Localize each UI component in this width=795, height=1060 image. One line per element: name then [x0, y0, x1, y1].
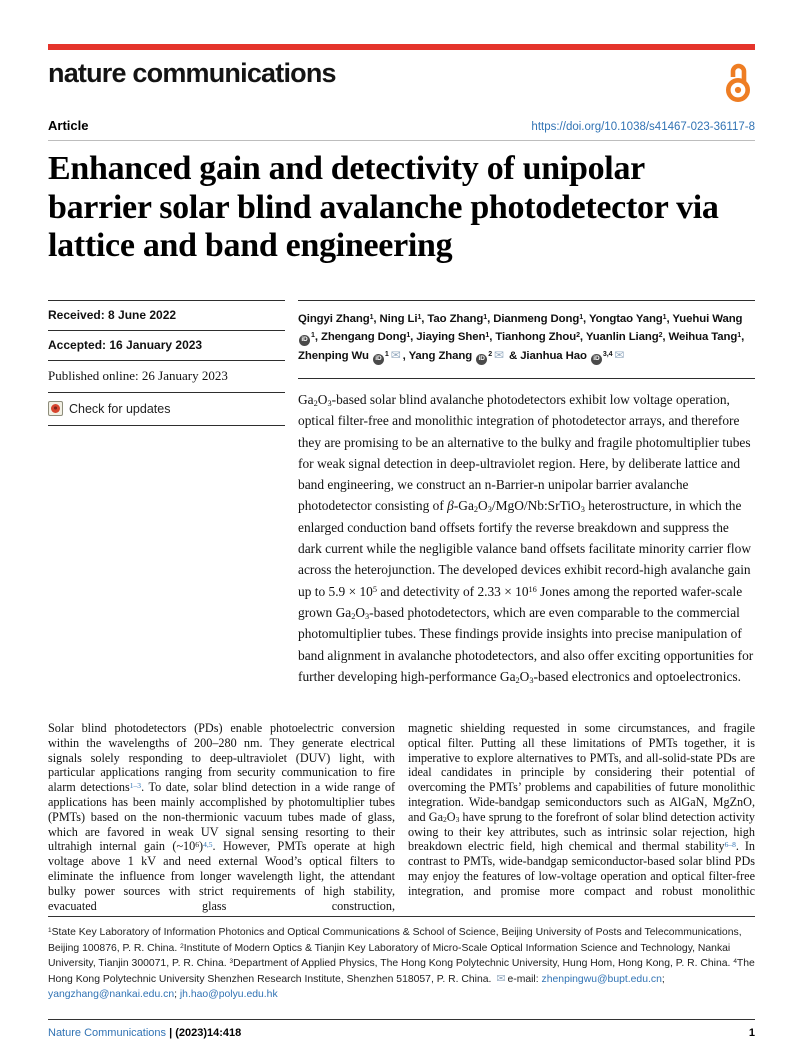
orcid-id-icon[interactable]: iD	[373, 354, 384, 365]
article-type-label: Article	[48, 118, 89, 133]
orcid-id-icon[interactable]: iD	[591, 354, 602, 365]
received-date: Received: 8 June 2022	[48, 300, 285, 330]
page-number: 1	[748, 1027, 755, 1039]
email-link[interactable]: zhenpingwu@bupt.edu.cn	[541, 973, 662, 985]
article-type-row	[48, 118, 755, 141]
reference-link[interactable]: 4,5	[203, 839, 213, 849]
article-title: Enhanced gain and detectivity of unipolar barrier solar blind avalanche photodetector via lattice and band engineering	[48, 150, 719, 264]
check-for-updates-label: Check for updates	[69, 401, 171, 416]
published-date: Published online: 26 January 2023	[48, 360, 285, 392]
check-for-updates-badge[interactable]	[48, 392, 285, 426]
intro-paragraph-left-column: Solar blind photodetectors (PDs) enable photoelectric conversion within the wavelengths of 200–280 nm. They generate electrical signals solely responding to deep-ultraviolet (DUV) light, with particular applications ranging from security communication to fire alarm detections$^{1-3}$. To date, solar blind detection in a wide range of applications has been mainly accomplished by photomultiplier tubes (PMTs) based on the non-thermionic vacuum tubes made of glass, which are favored in weak UV signal sensing resorting to their ultrahigh internal gain $(\sim 10^6)^{4,5}$. However, PMTs operate at high voltage above 1 kV and need external Wood’s optical filters to eliminate the influence from longer wavelength light, the attendant bulky power sources with strict requirements of high stability, evacuated glass construction,	[48, 721, 395, 913]
abstract-text: Ga2O3-based solar blind avalanche photodetectors exhibit low voltage operation, optical filter-free and monolithic integration of photodetector arrays, and therefore they are promising to be an alternative to the bulky and fragile photomultiplier tubes for weak signal detection in deep-ultraviolet region. Here, by deliberate lattice and band engineering, we construct an n-Barrier-n unipolar barrier avalanche photodetector consisting of β-Ga2O3/MgO/Nb:SrTiO3 heterostructure, in which the enlarged conduction band offsets fortify the reverse breakdown and suppress the dark current while the negligible valance band offsets facilitate minority carrier flow across the heterojunction. The developed devices exhibit record-high avalanche gain up to $5.9 \times 10^5$ and detectivity of $2.33 \times 10^{16}$ Jones among the reported wafer-scale grown Ga2O3-based photodetectors, which are even comparable to the commercial photomultiplier tubes. These findings provide insights into precise manipulation of band alignment in avalanche photodetectors, and also offer exciting opportunities for further developing high-performance Ga2O3-based electronics and optoelectronics.	[298, 378, 755, 687]
email-link[interactable]: jh.hao@polyu.edu.hk	[179, 989, 278, 1001]
authors-abstract-column	[298, 300, 755, 704]
reference-link[interactable]: 1–3	[129, 780, 142, 790]
footer-journal-link[interactable]: Nature Communications	[48, 1027, 166, 1039]
email-link[interactable]: yangzhang@nankai.edu.cn	[48, 989, 175, 1001]
article-body	[48, 721, 755, 914]
open-access-lock-icon	[721, 57, 755, 103]
accepted-date: Accepted: 16 January 2023	[48, 330, 285, 360]
journal-logo: nature communications	[48, 58, 336, 88]
page-footer	[48, 1019, 755, 1039]
dates-panel	[48, 300, 285, 704]
orcid-id-icon[interactable]: iD	[299, 335, 310, 346]
envelope-icon[interactable]: ✉	[496, 972, 506, 985]
author-list: Qingyi Zhang$^1$, Ning Li$^1$, Tao Zhang$^1$, Dianmeng Dong$^1$, Yongtao Yang$^1$, Yuehui Wang $iD^1$, Zhengang Dong$^1$, Jiaying Shen$^1$, Tianhong Zhou$^2$, Yuanlin Liang$^2$, Weihua Tang$^1$, Zhenping Wu $iD^1$ ✉ , Yang Zhang $iD^2$ ✉ & Jianhua Hao iD$^{3,4}$ ✉	[298, 300, 755, 365]
envelope-icon[interactable]: ✉	[614, 348, 625, 362]
crossmark-icon	[48, 401, 63, 416]
masthead	[48, 50, 755, 98]
envelope-icon[interactable]: ✉	[494, 348, 504, 362]
reference-link[interactable]: 6–8	[724, 839, 736, 849]
intro-paragraph-right-column: magnetic shielding requested in some circumstances, and fragile optical filter. Putting all these limitations of PMTs together, it is imperative to explore alternatives to PMTs, and all-solid-state PDs are ideal candidates in principle by considering their potential of overcoming the PMTs’ problems and capabilities of future monolithic integration. Wide-bandgap semiconductors such as AlGaN, MgZnO, and Ga2O3 have sprung to the forefront of solar blind detection activity owing to their key attributes, such as intrinsic solar rejection, high breakdown electric field, high chemical and thermal stability$^{6-8}$. In contrast to PMTs, wide-bandgap semiconductor-based solar blind PDs may enjoy the features of low-voltage operation and optical filter-free integration, and promise more compact and robust monolithic	[408, 721, 755, 898]
footer-citation-block	[48, 1027, 241, 1039]
footer-citation: | (2023)14:418	[169, 1027, 242, 1039]
affiliations-footnote: $^1$State Key Laboratory of Information Photonics and Optical Communications & School of Science, Beijing University of Posts and Telecommunications, Beijing 100876, P. R. China. $^2$Institute of Modern Optics & Tianjin Key Laboratory of Micro-Scale Optical Information Science and Technology, Nankai University, Tianjin 300071, P. R. China. $^3$Department of Applied Physics, The Hong Kong Polytechnic University, Hung Hom, Hong Kong, P. R. China. $^4$The Hong Kong Polytechnic University Shenzhen Research Institute, Shenzhen 518057, P. R. China. ✉ e-mail: zhenpingwu@bupt.edu.cn; yangzhang@nankai.edu.cn; jh.hao@polyu.edu.hk	[48, 916, 755, 1025]
crossmark-dot	[51, 404, 60, 413]
orcid-id-icon[interactable]: iD	[476, 354, 487, 365]
doi-link[interactable]: https://doi.org/10.1038/s41467-023-36117-8	[531, 121, 755, 133]
article-info-section	[48, 300, 755, 704]
envelope-icon[interactable]: ✉	[390, 348, 401, 362]
